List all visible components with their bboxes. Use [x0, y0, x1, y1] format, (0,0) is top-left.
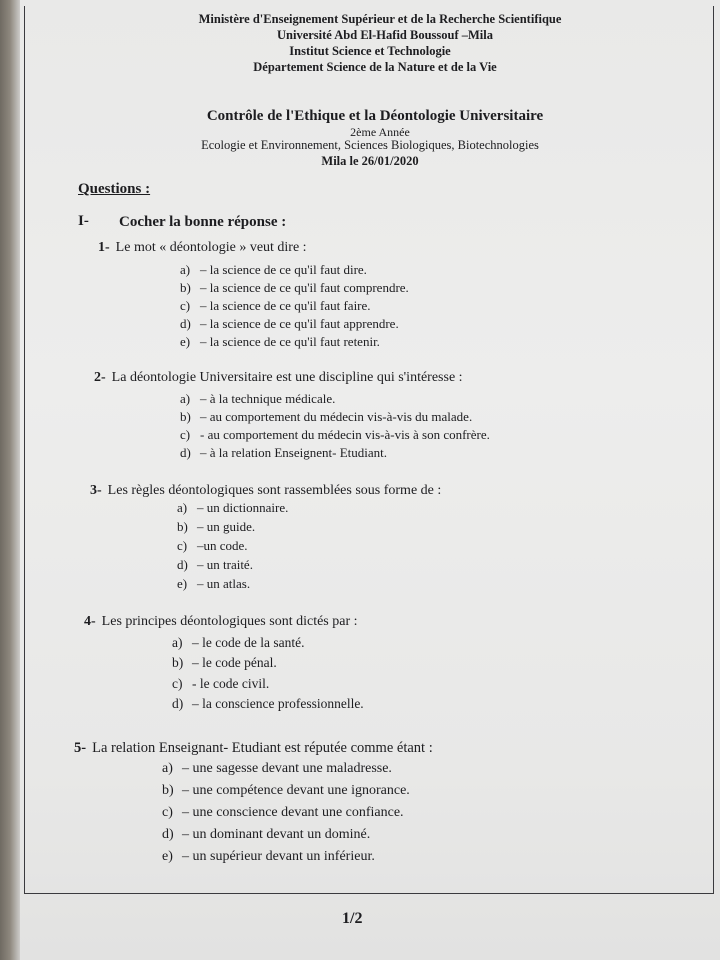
- option-2b[interactable]: b) – au comportement du médecin vis-à-vis du malade.: [180, 409, 473, 424]
- page-number: 1/2: [342, 910, 363, 927]
- question-number: 2-: [94, 370, 106, 385]
- institute-line: Institut Science et Technologie: [289, 44, 451, 58]
- option-3a[interactable]: a) – un dictionnaire.: [177, 500, 289, 515]
- questions-heading: Questions :: [78, 181, 151, 197]
- option-2d[interactable]: d) – à la relation Enseignent- Etudiant.: [180, 445, 387, 460]
- option-3d[interactable]: d) – un traité.: [177, 557, 253, 572]
- option-3b[interactable]: b) – un guide.: [177, 519, 256, 534]
- question-1: [98, 240, 307, 256]
- question-text: La relation Enseignant- Etudiant est réputée comme étant :: [92, 740, 433, 756]
- question-5: [74, 740, 433, 757]
- option-5e[interactable]: e) – un supérieur devant un inférieur.: [162, 849, 375, 864]
- university-line: Université Abd El-Hafid Boussouf –Mila: [277, 28, 493, 42]
- option-5a[interactable]: a) – une sagesse devant une maladresse.: [162, 761, 392, 776]
- option-4b[interactable]: b) – le code pénal.: [172, 655, 277, 670]
- option-3c[interactable]: c) –un code.: [177, 538, 248, 553]
- option-4c[interactable]: c) - le code civil.: [172, 676, 270, 691]
- option-2c[interactable]: c) - au comportement du médecin vis-à-vis à son confrère.: [180, 427, 490, 442]
- option-5d[interactable]: d) – un dominant devant un dominé.: [162, 827, 371, 842]
- option-5b[interactable]: b) – une compétence devant une ignorance.: [162, 783, 410, 798]
- question-text: Les règles déontologiques sont rassemblées sous forme de :: [107, 483, 442, 498]
- question-3: [90, 483, 441, 499]
- option-5c[interactable]: c) – une conscience devant une confiance.: [162, 805, 404, 820]
- exam-title: Contrôle de l'Ethique et la Déontologie Universitaire: [206, 108, 544, 124]
- option-1d[interactable]: d) – la science de ce qu'il faut apprendre.: [180, 316, 399, 331]
- department-line: Département Science de la Nature et de la Vie: [253, 60, 497, 74]
- exam-year: 2ème Année: [350, 125, 410, 139]
- question-text: Les principes déontologiques sont dictés par :: [101, 614, 358, 629]
- option-1a[interactable]: a) – la science de ce qu'il faut dire.: [180, 262, 367, 277]
- section-title: Cocher la bonne réponse :: [119, 214, 287, 230]
- question-number: 3-: [90, 483, 102, 498]
- exam-programs: Ecologie et Environnement, Sciences Biologiques, Biotechnologies: [201, 138, 539, 152]
- question-text: Le mot « déontologie » veut dire :: [115, 240, 307, 255]
- question-4: [84, 614, 358, 630]
- question-number: 4-: [84, 614, 96, 629]
- option-1c[interactable]: c) – la science de ce qu'il faut faire.: [180, 298, 371, 313]
- option-1e[interactable]: e) – la science de ce qu'il faut retenir.: [180, 334, 380, 349]
- question-number: 5-: [74, 740, 87, 756]
- question-number: 1-: [98, 240, 110, 255]
- section-number: I-: [78, 213, 89, 229]
- option-4d[interactable]: d) – la conscience professionnelle.: [172, 696, 364, 711]
- option-2a[interactable]: a) – à la technique médicale.: [180, 391, 336, 406]
- option-4a[interactable]: a) – le code de la santé.: [172, 635, 305, 650]
- question-2: [94, 370, 463, 386]
- question-text: La déontologie Universitaire est une discipline qui s'intéresse :: [111, 370, 463, 385]
- ministry-line: Ministère d'Enseignement Supérieur et de la Recherche Scientifique: [198, 12, 562, 26]
- option-1b[interactable]: b) – la science de ce qu'il faut comprendre.: [180, 280, 409, 295]
- exam-date: Mila le 26/01/2020: [321, 154, 419, 168]
- option-3e[interactable]: e) – un atlas.: [177, 576, 251, 591]
